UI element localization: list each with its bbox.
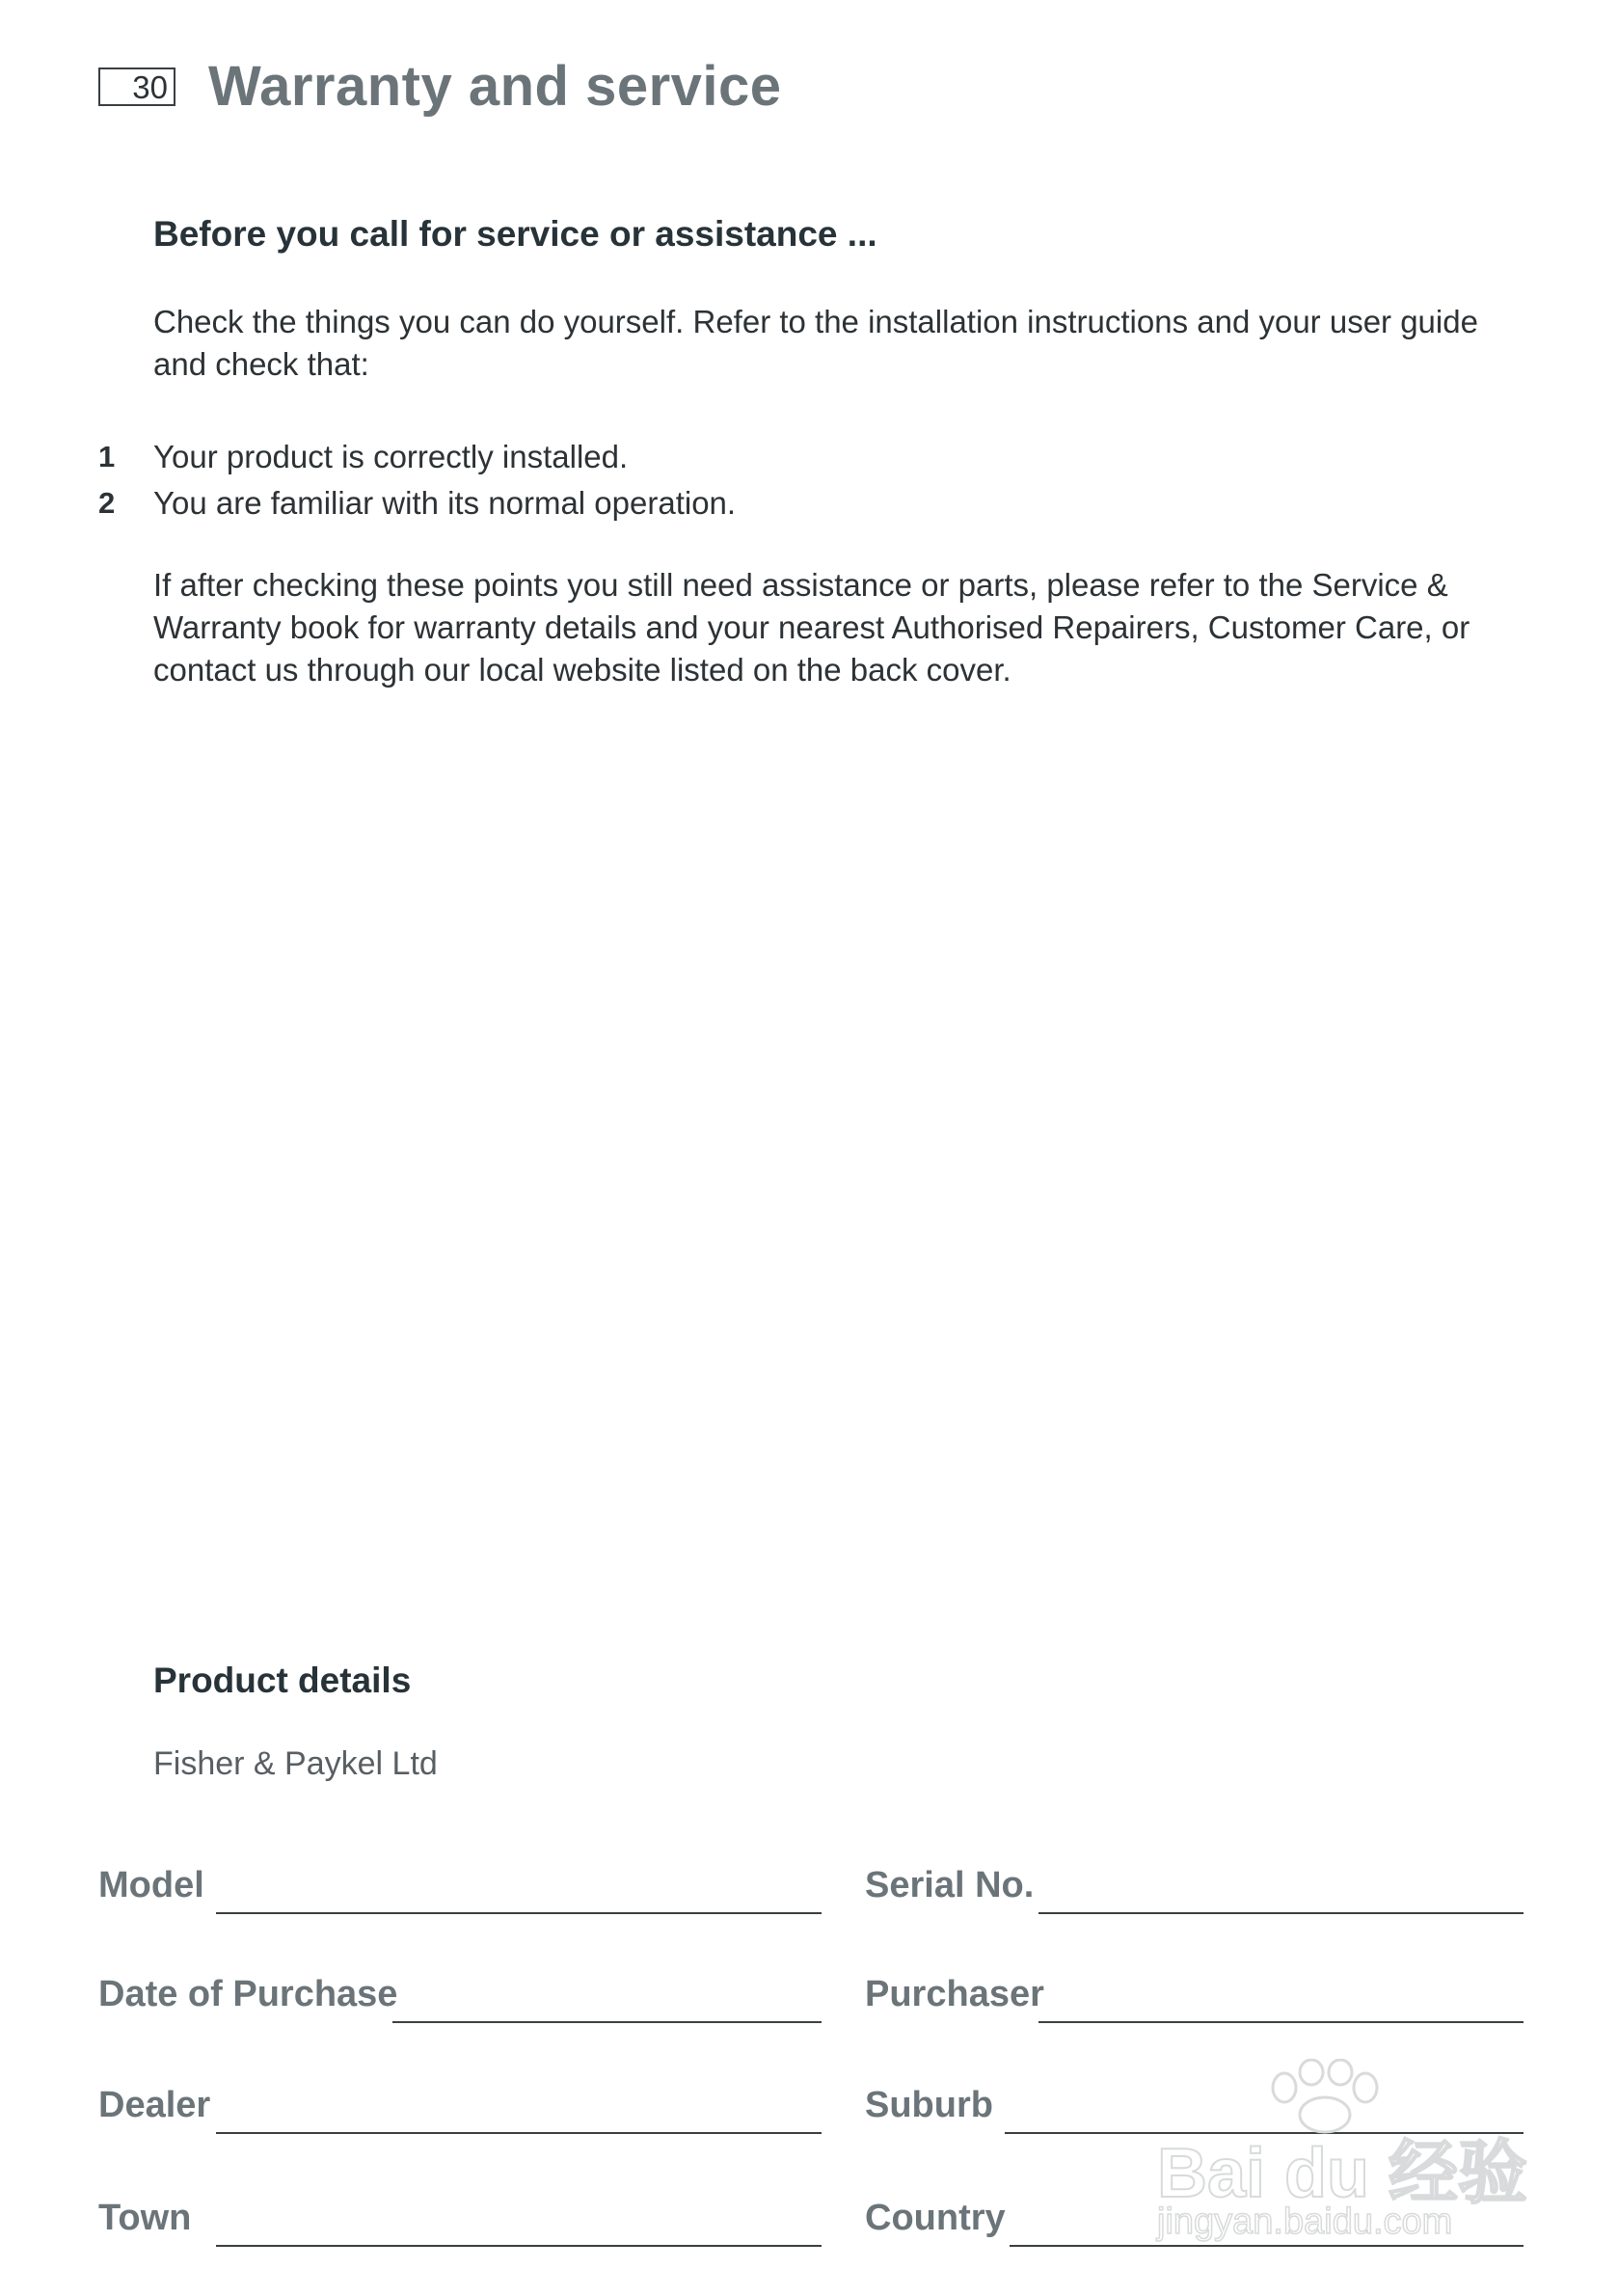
purchaser-label: Purchaser: [865, 1974, 1044, 2014]
list-item-text: You are familiar with its normal operation.: [153, 485, 737, 521]
list-item-text: Your product is correctly installed.: [153, 439, 629, 474]
dealer-label: Dealer: [98, 2085, 211, 2125]
country-label: Country: [865, 2198, 1006, 2238]
serial-label: Serial No.: [865, 1865, 1035, 1905]
company-name: Fisher & Paykel Ltd: [153, 1745, 438, 1782]
serial-line[interactable]: [1038, 1912, 1524, 1914]
model-field[interactable]: [98, 1866, 822, 1914]
serial-field[interactable]: [865, 1866, 1524, 1914]
assistance-followup: If after checking these points you still need assistance or parts, please refer to the Service & Warranty book for warranty details and your nearest Authorised Repairers, Customer Care, or contact us through our local website listed on the back cover.: [153, 567, 1470, 688]
country-line[interactable]: [1010, 2245, 1524, 2247]
dealer-field[interactable]: [98, 2086, 822, 2134]
date-field[interactable]: [98, 1975, 822, 2023]
baidu-watermark: [1147, 2059, 1533, 2242]
page-number-box: 30: [98, 68, 175, 106]
town-field[interactable]: [98, 2199, 822, 2247]
purchaser-line[interactable]: [1038, 2021, 1524, 2023]
model-line[interactable]: [216, 1912, 822, 1914]
town-line[interactable]: [216, 2245, 822, 2247]
assistance-intro: Check the things you can do yourself. Refer to the installation instructions and your user guide and check that:: [153, 304, 1478, 382]
model-label: Model: [98, 1865, 204, 1905]
watermark-logo: Bai du 经验: [1157, 2135, 1528, 2212]
list-item-number: 1: [98, 440, 116, 473]
date-line[interactable]: [392, 2021, 822, 2023]
watermark-url: jingyan.baidu.com: [1157, 2201, 1453, 2242]
product-details-heading: Product details: [153, 1661, 412, 1700]
suburb-label: Suburb: [865, 2085, 993, 2125]
page-title: Warranty and service: [208, 55, 782, 118]
date-label: Date of Purchase: [98, 1974, 398, 2014]
purchaser-field[interactable]: [865, 1975, 1524, 2023]
assistance-heading: Before you call for service or assistance ...: [153, 214, 877, 254]
list-item-number: 2: [98, 486, 116, 520]
town-label: Town: [98, 2198, 192, 2238]
dealer-line[interactable]: [216, 2132, 822, 2134]
